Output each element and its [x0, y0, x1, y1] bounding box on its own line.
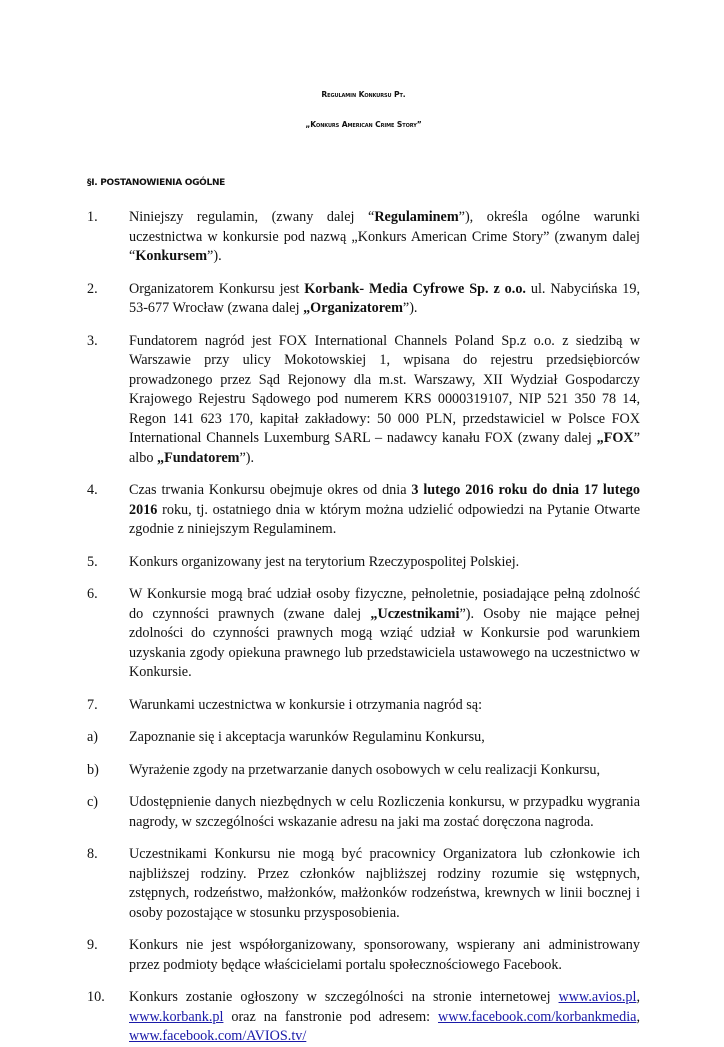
list-item-text: W Konkursie mogą brać udział osoby fizyczne, pełnoletnie, posiadające pełną zdolność do czynności prawnych (zwane dalej „Uczestnikami”). Osoby nie mające pełnej zdolności do czynności prawnych mogą wziąć udział w Konkursie pod warunkiem uzyskania zgody opiekuna prawnego lub przedstawiciela ustawowego na uczestnictwo w Konkursie. — [129, 586, 641, 680]
document-title-line-1: Regulamin Konkursu Pt. — [321, 90, 406, 99]
list-item-text: Organizatorem Konkursu jest Korbank- Media Cyfrowe Sp. z o.o. ul. Nabycińska 19, 53-677 Wrocław (zwana dalej „Organizatorem”). — [129, 280, 640, 316]
list-item — [87, 280, 640, 319]
list-item-text: Warunkami uczestnictwa w konkursie i otrzymania nagród są: — [129, 696, 483, 713]
list-item-text: Uczestnikami Konkursu nie mogą być pracownicy Organizatora lub członkowie ich najbliższej rodziny. Przez członków najbliższej rodziny rozumie się wstępnych, zstępnych, rodzeństwo, małżonków, małżonków rodzeństwa, krewnych w linii bocznej i osoby pozostające w stosunku przysposobienia. — [129, 846, 640, 921]
list-item — [87, 208, 640, 267]
list-item-text: Udostępnienie danych niezbędnych w celu Rozliczenia konkursu, w przypadku wygrania nagrody, w szczególności wskazanie adresu na jaki ma zostać doręczona nagroda. — [129, 794, 640, 830]
list-item-number: 9. — [87, 937, 98, 953]
list-item — [87, 793, 640, 832]
link-facebook-avios[interactable]: www.facebook.com/AVIOS.tv/ — [129, 1028, 307, 1044]
list-item — [87, 553, 640, 573]
list-item-text: Fundatorem nagród jest FOX International Channels Poland Sp.z o.o. z siedzibą w Warszawie przy ulicy Mokotowskiej 1, wpisana do rejestru przedsiębiorców prowadzonego przez Sąd Rejonowy dla m.st. Warszawy, XII Wydział Gospodarczy Krajowego Rejestru Sądowego pod numerem KRS 0000319107, NIP 521 350 78 14, Regon 141 623 170, kapitał zakładowy: 50 000 PLN, przedstawiciel w Polsce FOX International Channels Luxemburg SARL – nadawcy kanału FOX (zwany dalej „FOX” albo „Fundatorem”). — [129, 332, 640, 466]
list-item — [87, 988, 640, 1047]
list-item-number: 5. — [87, 553, 98, 570]
list-item-number: 2. — [87, 280, 98, 297]
list-item — [87, 845, 640, 923]
link-avios[interactable]: www.avios.pl — [558, 989, 637, 1005]
list-item-number: 6. — [87, 586, 98, 602]
list-item-text: Wyrażenie zgody na przetwarzanie danych osobowych w celu realizacji Konkursu, — [129, 761, 601, 778]
list-item-text: Zapoznanie się i akceptacja warunków Regulaminu Konkursu, — [129, 729, 485, 745]
link-facebook-korbankmedia[interactable]: www.facebook.com/korbankmedia — [438, 1008, 637, 1025]
list-item — [87, 332, 640, 469]
list-item — [87, 585, 640, 683]
list-item — [87, 761, 640, 781]
list-item — [87, 481, 640, 540]
list-item — [87, 728, 640, 748]
list-item-number: 7. — [87, 696, 98, 713]
list-item-number: 8. — [87, 846, 98, 862]
list-item-number: 1. — [87, 209, 98, 225]
list-item — [87, 696, 640, 716]
list-item-text: Konkurs organizowany jest na terytorium Rzeczypospolitej Polskiej. — [129, 553, 520, 570]
list-item-number: 4. — [87, 482, 98, 498]
list-item-text: Czas trwania Konkursu obejmuje okres od dnia 3 lutego 2016 roku do dnia 17 lutego 2016 roku, tj. ostatniego dnia w którym można udzielić odpowiedzi na Pytanie Otwarte zgodnie z niniejszym Regulaminem. — [129, 482, 640, 537]
list-item-number: c) — [87, 794, 99, 810]
document-title-line-2: „Konkurs American Crime Story” — [305, 120, 422, 129]
list-item-number: b) — [87, 761, 99, 778]
list-item-number: 3. — [87, 332, 98, 349]
list-item-number: 10. — [87, 989, 105, 1005]
link-korbank[interactable]: www.korbank.pl — [129, 1008, 224, 1025]
list-item-text: Niniejszy regulamin, (zwany dalej “Regulaminem”), określa ogólne warunki uczestnictwa w konkursie pod nazwą „Konkurs American Crime Story” (zwanym dalej “Konkursem”). — [129, 209, 640, 264]
list-item-number: a) — [87, 729, 99, 745]
list-item-text: Konkurs nie jest współorganizowany, sponsorowany, wspierany ani administrowany przez podmioty będące właścicielami portalu społecznościowego Facebook. — [129, 937, 640, 973]
list-item — [87, 936, 640, 975]
list-item-text: Konkurs zostanie ogłoszony w szczególności na stronie internetowej www.avios.pl, www.korbank.pl oraz na fanstronie pod adresem: www.facebook.com/korbankmedia, www.facebook.com/AVIOS.tv/ — [129, 989, 640, 1044]
section-heading: §I. POSTANOWIENIA OGÓLNE — [87, 178, 226, 188]
